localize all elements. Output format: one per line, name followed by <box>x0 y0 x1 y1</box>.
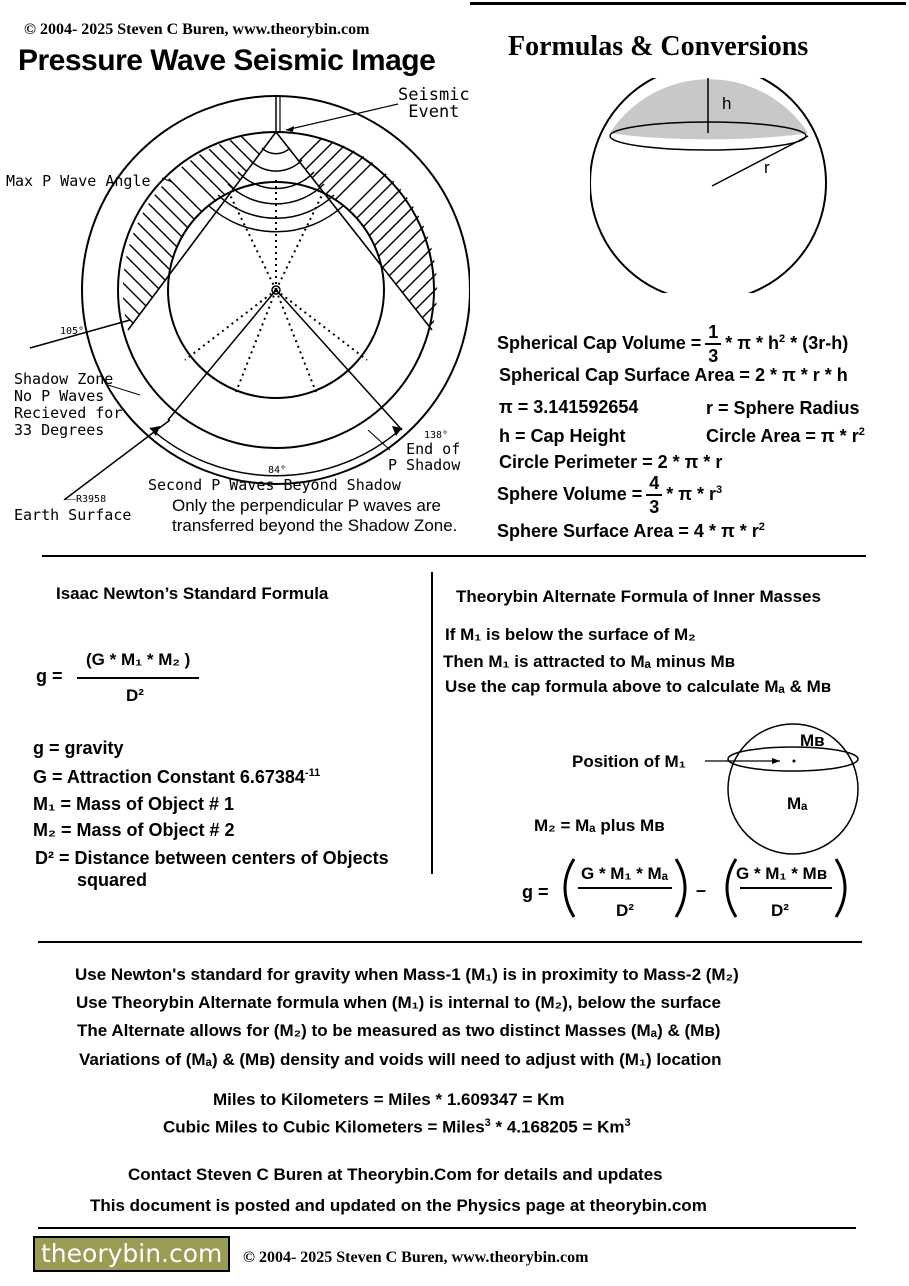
newton-def-2 <box>33 767 320 788</box>
newton-def-5: D² = Distance between centers of Objects <box>35 848 389 868</box>
alt-numerator-1: G * M₁ * Mₐ <box>581 864 669 883</box>
sphere-volume-rhs: * π * r <box>666 483 717 504</box>
cubic-sup-1: 3 <box>484 1117 491 1129</box>
vertical-divider <box>431 572 433 874</box>
sphere-surface-sup: 2 <box>758 521 765 533</box>
formulas-title: Formulas & Conversions <box>508 31 809 62</box>
sphere-volume-formula <box>497 474 722 516</box>
only-perpendicular-line-1: Only the perpendicular P waves are <box>172 496 442 515</box>
end-shadow-line-2: P Shadow <box>388 456 461 474</box>
sphere-volume-den: 3 <box>649 497 660 517</box>
earth-surface-label: Earth Surface <box>14 506 132 524</box>
max-angle-label: Max P Wave Angle <box>6 172 151 190</box>
cap-volume-rhs-b: * (3r-h) <box>790 332 849 353</box>
seismic-event-line-1: Seismic <box>398 85 470 105</box>
rule-3 <box>38 1227 856 1229</box>
alternate-line-3: Use the cap formula above to calculate Mₐ & Mʙ <box>445 677 832 696</box>
alt-numerator-2: G * M₁ * Mʙ <box>736 864 828 883</box>
newton-def-2-text: G = Attraction Constant 6.67384 <box>33 767 305 787</box>
seismic-event-label <box>398 87 470 121</box>
newton-heading: Isaac Newton’s Standard Formula <box>56 584 329 603</box>
cubic-conversion <box>163 1117 631 1138</box>
cap-surface-formula: Spherical Cap Surface Area = 2 * π * r * h <box>499 365 848 385</box>
newton-denominator: D² <box>126 686 144 705</box>
newton-def-1: g = gravity <box>33 738 124 758</box>
cubic-sup-2: 3 <box>624 1117 631 1129</box>
shadow-line-2: No P Waves <box>14 387 105 405</box>
shadow-line-4: 33 Degrees <box>14 421 105 439</box>
contact-line-2: This document is posted and updated on the Physics page at theorybin.com <box>90 1196 707 1215</box>
shadow-zone-label <box>14 371 122 439</box>
deg-84-label: 84° <box>268 465 287 476</box>
note-4: Variations of (Mₐ) & (Mʙ) density and voids will need to adjust with (M₁) location <box>79 1050 722 1069</box>
shadow-line-1: Shadow Zone <box>14 370 114 388</box>
newton-def-6: squared <box>77 870 148 890</box>
newton-def-4: M₂ = Mass of Object # 2 <box>33 820 235 840</box>
deg-138-label: 138° <box>424 430 449 441</box>
sphere-volume-sup: 3 <box>716 483 723 496</box>
contact-line-1: Contact Steven C Buren at Theorybin.Com for details and updates <box>128 1165 663 1184</box>
end-shadow-line-1: End of <box>406 440 461 458</box>
mass-sphere-diagram <box>700 715 865 863</box>
m2-equation: M₂ = Mₐ plus Mʙ <box>534 816 665 835</box>
note-2: Use Theorybin Alternate formula when (M₁) is internal to (M₂), below the surface <box>76 993 721 1012</box>
circle-perimeter-formula: Circle Perimeter = 2 * π * r <box>499 452 723 472</box>
sphere-volume-num: 4 <box>646 474 662 496</box>
circle-area-text: Circle Area = π * r <box>706 426 859 446</box>
alt-denominator-2: D² <box>771 901 789 920</box>
cap-volume-num: 1 <box>705 323 721 345</box>
alt-denominator-1: D² <box>616 901 634 920</box>
position-m1-label: Position of M₁ <box>572 752 686 771</box>
page-title: Pressure Wave Seismic Image <box>18 44 436 77</box>
newton-constant-exp: -11 <box>304 767 321 779</box>
cubic-text-a: Cubic Miles to Cubic Kilometers = Miles <box>163 1117 485 1137</box>
newton-g-lhs: g = <box>36 666 63 686</box>
deg-105-label: 105° <box>60 326 85 337</box>
cap-volume-sup: 2 <box>779 332 786 345</box>
footer-copyright: © 2004- 2025 Steven C Buren, www.theorybin.com <box>243 1249 589 1266</box>
end-shadow-label <box>388 441 460 473</box>
sphere-surface-text: Sphere Surface Area = 4 * π * r <box>497 521 759 541</box>
newton-numerator: (G * M₁ * M₂ ) <box>86 650 191 669</box>
sphere-radius-def: r = Sphere Radius <box>706 398 860 418</box>
header-copyright: © 2004- 2025 Steven C Buren, www.theorybin.com <box>24 21 370 38</box>
cap-volume-rhs-a: * π * h <box>725 332 780 353</box>
circle-area-formula <box>706 426 865 447</box>
top-rule <box>470 2 906 5</box>
cubic-text-b: * 4.168205 = Km <box>490 1117 625 1137</box>
second-waves-label: Second P Waves Beyond Shadow <box>148 476 401 494</box>
alternate-heading: Theorybin Alternate Formula of Inner Masses <box>456 587 821 606</box>
rule-1 <box>42 555 866 557</box>
cap-height-def: h = Cap Height <box>499 426 626 446</box>
cap-volume-den: 3 <box>708 346 719 366</box>
pi-value: π = 3.141592654 <box>499 397 639 417</box>
only-perpendicular-line-2: transferred beyond the Shadow Zone. <box>172 516 458 535</box>
alternate-line-1: If M₁ is below the surface of M₂ <box>445 625 696 644</box>
newton-fraction-bar <box>77 677 199 679</box>
sphere-cap-diagram <box>590 78 835 293</box>
seismic-event-line-2: Event <box>408 102 460 122</box>
sphere-surface-formula <box>497 521 765 542</box>
miles-conversion: Miles to Kilometers = Miles * 1.609347 = Km <box>213 1090 565 1109</box>
sphere-volume-lhs: Sphere Volume = <box>497 483 643 504</box>
cap-volume-formula <box>497 323 848 365</box>
alt-minus: – <box>696 880 707 900</box>
mb-label: Mʙ <box>800 731 825 750</box>
cap-h-label: h <box>722 94 732 113</box>
theorybin-logo: theorybin.com <box>33 1236 230 1272</box>
shadow-line-3: Recieved for <box>14 404 123 422</box>
circle-area-sup: 2 <box>858 426 865 438</box>
radius-label: R3958 <box>76 494 107 505</box>
alternate-line-2: Then M₁ is attracted to Mₐ minus Mʙ <box>443 652 736 671</box>
ma-label: Mₐ <box>787 794 808 813</box>
note-3: The Alternate allows for (M₂) to be measured as two distinct Masses (Mₐ) & (Mʙ) <box>77 1021 721 1040</box>
cap-volume-lhs: Spherical Cap Volume = <box>497 332 702 353</box>
note-1: Use Newton's standard for gravity when Mass-1 (M₁) is in proximity to Mass-2 (M₂) <box>75 965 739 984</box>
rule-2 <box>38 941 862 943</box>
newton-def-3: M₁ = Mass of Object # 1 <box>33 794 235 814</box>
cap-r-label: r <box>764 158 770 177</box>
alt-g-lhs: g = <box>522 882 549 902</box>
